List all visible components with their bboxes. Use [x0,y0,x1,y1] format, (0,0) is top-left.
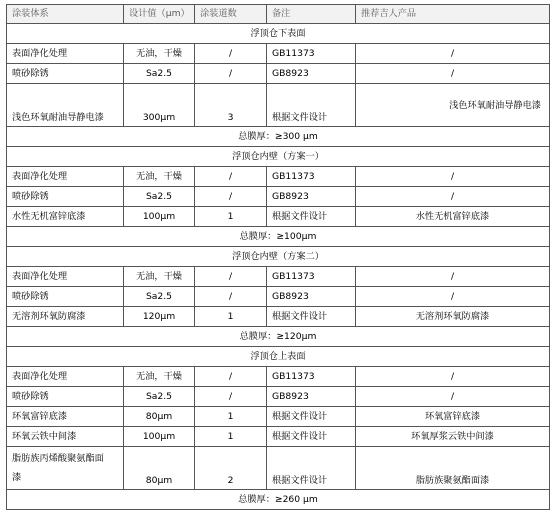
cell-product: / [356,267,550,287]
table-row [7,367,550,387]
cell-remarks: 根据文件设计 [267,427,356,447]
cell-product: 无溶剂环氧防腐漆 [356,307,550,327]
cell-coats: 2 [195,447,267,490]
table-row [7,187,550,207]
cell-system: 脂肪族丙烯酸聚氨酯面漆 [7,447,124,490]
cell-system: 表面净化处理 [7,267,124,287]
cell-design-value: 80μm [124,407,195,427]
cell-design-value: 无油，干燥 [124,44,195,64]
cell-system: 喷砂除锈 [7,287,124,307]
table-row [7,44,550,64]
cell-coats: / [195,287,267,307]
section-title: 浮顶仓上表面 [7,347,550,367]
cell-coats: 1 [195,427,267,447]
cell-system: 无溶剂环氧防腐漆 [7,307,124,327]
cell-design-value: Sa2.5 [124,64,195,84]
cell-remarks: GB11373 [267,267,356,287]
section-title-row [7,347,550,367]
cell-product: / [356,44,550,64]
cell-design-value: 100μm [124,207,195,227]
cell-system: 喷砂除锈 [7,187,124,207]
total-thickness: 总膜厚：≥300 μm [7,127,550,147]
table-row [7,64,550,84]
cell-system: 喷砂除锈 [7,64,124,84]
cell-design-value: 80μm [124,447,195,490]
cell-product: 环氧厚浆云铁中间漆 [356,427,550,447]
cell-system: 环氧云铁中间漆 [7,427,124,447]
total-thickness: 总膜厚：≥120μm [7,327,550,347]
cell-product: / [356,187,550,207]
header-row [7,5,550,24]
cell-remarks: 根据文件设计 [267,207,356,227]
section-title-row [7,24,550,44]
section-title-row [7,147,550,167]
section-title: 浮顶仓下表面 [7,24,550,44]
cell-coats: / [195,387,267,407]
table-row [7,427,550,447]
cell-remarks: GB8923 [267,187,356,207]
cell-product: / [356,287,550,307]
cell-coats: / [195,267,267,287]
table-row [7,447,550,490]
section-title: 浮顶仓内壁（方案一） [7,147,550,167]
cell-design-value: Sa2.5 [124,287,195,307]
cell-design-value: Sa2.5 [124,187,195,207]
cell-coats: / [195,64,267,84]
table-row [7,307,550,327]
cell-system: 浅色环氧耐油导静电漆 [7,84,124,127]
cell-coats: 1 [195,307,267,327]
cell-design-value: Sa2.5 [124,387,195,407]
table-row [7,287,550,307]
section-title-row [7,247,550,267]
cell-system: 表面净化处理 [7,44,124,64]
cell-product: / [356,64,550,84]
table-row [7,407,550,427]
cell-design-value: 无油，干燥 [124,367,195,387]
cell-remarks: GB8923 [267,64,356,84]
cell-coats: 1 [195,407,267,427]
section-title: 浮顶仓内壁（方案二） [7,247,550,267]
cell-coats: / [195,167,267,187]
table-row [7,84,550,127]
header-coating-system: 涂装体系 [7,5,124,24]
table-row [7,387,550,407]
cell-remarks: GB11373 [267,44,356,64]
total-thickness: 总膜厚：≥100μm [7,227,550,247]
total-row [7,490,550,510]
header-coats: 涂装道数 [195,5,267,24]
cell-coats: 1 [195,207,267,227]
cell-product: / [356,387,550,407]
cell-remarks: 根据文件设计 [267,407,356,427]
header-recommended-product: 推荐吉人产品 [356,5,550,24]
table-row [7,207,550,227]
cell-design-value: 300μm [124,84,195,127]
cell-system: 水性无机富锌底漆 [7,207,124,227]
total-row [7,127,550,147]
table-row [7,167,550,187]
cell-remarks: GB8923 [267,387,356,407]
cell-system: 表面净化处理 [7,367,124,387]
cell-remarks: 根据文件设计 [267,84,356,127]
total-row [7,327,550,347]
total-row [7,227,550,247]
cell-design-value: 无油，干燥 [124,267,195,287]
cell-remarks: GB8923 [267,287,356,307]
total-thickness: 总膜厚：≥260 μm [7,490,550,510]
cell-product: 脂肪族聚氨酯面漆 [356,447,550,490]
coating-spec-table [6,4,550,510]
cell-product: / [356,167,550,187]
cell-coats: / [195,44,267,64]
table-row [7,267,550,287]
cell-design-value: 100μm [124,427,195,447]
cell-coats: 3 [195,84,267,127]
cell-remarks: GB11373 [267,367,356,387]
cell-remarks: 根据文件设计 [267,447,356,490]
cell-product: 浅色环氧耐油导静电漆 [356,84,550,127]
cell-coats: / [195,367,267,387]
cell-product: 环氧富锌底漆 [356,407,550,427]
cell-design-value: 120μm [124,307,195,327]
cell-design-value: 无油，干燥 [124,167,195,187]
cell-system: 环氧富锌底漆 [7,407,124,427]
cell-remarks: 根据文件设计 [267,307,356,327]
header-design-value: 设计值（μm） [124,5,195,24]
header-remarks: 备注 [267,5,356,24]
cell-coats: / [195,187,267,207]
cell-system: 表面净化处理 [7,167,124,187]
cell-product: / [356,367,550,387]
cell-system: 喷砂除锈 [7,387,124,407]
cell-remarks: GB11373 [267,167,356,187]
cell-product: 水性无机富锌底漆 [356,207,550,227]
